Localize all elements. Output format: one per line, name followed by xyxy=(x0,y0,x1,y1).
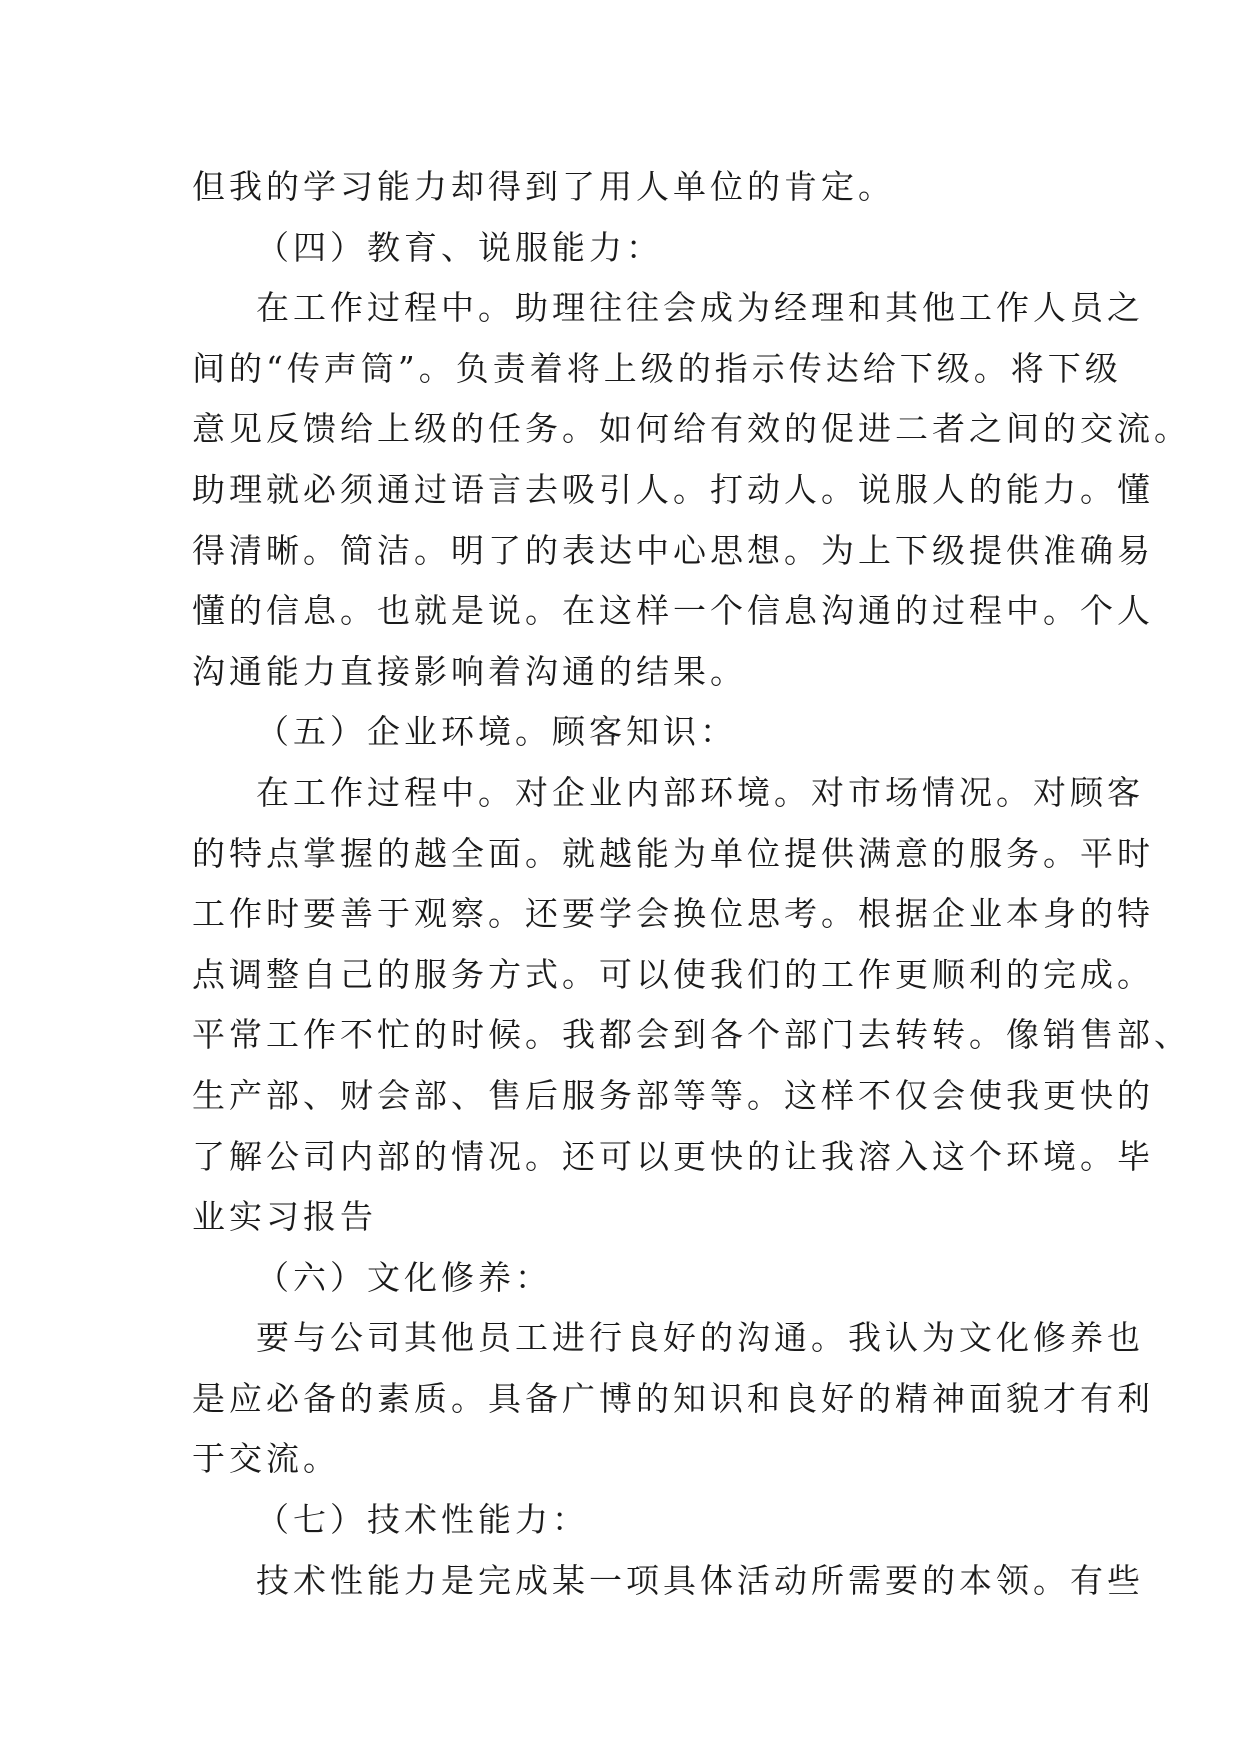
section-heading: （七）技术性能力： xyxy=(256,1500,589,1540)
text-line: 的特点掌握的越全面。就越能为单位提供满意的服务。平时 xyxy=(192,833,1154,873)
text-line: 间的“传声筒”。负责着将上级的指示传达给下级。将下级 xyxy=(192,348,1122,388)
paragraph-first-line: 在工作过程中。对企业内部环境。对市场情况。对顾客 xyxy=(256,772,1144,812)
text-line: 沟通能力直接影响着沟通的结果。 xyxy=(192,651,747,691)
paragraph-first-line: 技术性能力是完成某一项具体活动所需要的本领。有些 xyxy=(256,1560,1144,1600)
paragraph-first-line: 要与公司其他员工进行良好的沟通。我认为文化修养也 xyxy=(256,1318,1144,1358)
document-body xyxy=(192,157,1191,1611)
section-heading: （五）企业环境。顾客知识： xyxy=(256,712,737,752)
section-heading: （四）教育、说服能力： xyxy=(256,227,663,267)
text-line: 得清晰。简洁。明了的表达中心思想。为上下级提供准确易 xyxy=(192,530,1154,570)
text-line: 了解公司内部的情况。还可以更快的让我溶入这个环境。毕 xyxy=(192,1136,1154,1176)
text-line: 但我的学习能力却得到了用人单位的肯定。 xyxy=(192,167,895,206)
paragraph-first-line: 在工作过程中。助理往往会成为经理和其他工作人员之 xyxy=(256,288,1144,328)
text-line: 是应必备的素质。具备广博的知识和良好的精神面貌才有利 xyxy=(192,1378,1154,1418)
text-line: 懂的信息。也就是说。在这样一个信息沟通的过程中。个人 xyxy=(192,591,1154,631)
text-line: 业实习报告 xyxy=(192,1197,377,1237)
text-line: 于交流。 xyxy=(192,1439,340,1479)
section-heading: （六）文化修养： xyxy=(256,1257,552,1297)
text-line: 点调整自己的服务方式。可以使我们的工作更顺利的完成。 xyxy=(192,954,1154,994)
text-line: 工作时要善于观察。还要学会换位思考。根据企业本身的特 xyxy=(192,894,1154,934)
text-line: 助理就必须通过语言去吸引人。打动人。说服人的能力。懂 xyxy=(192,469,1154,509)
text-line: 意见反馈给上级的任务。如何给有效的促进二者之间的交流。 xyxy=(192,409,1191,449)
text-line: 生产部、财会部、售后服务部等等。这样不仅会使我更快的 xyxy=(192,1075,1154,1115)
text-line: 平常工作不忙的时候。我都会到各个部门去转转。像销售部、 xyxy=(192,1015,1191,1055)
